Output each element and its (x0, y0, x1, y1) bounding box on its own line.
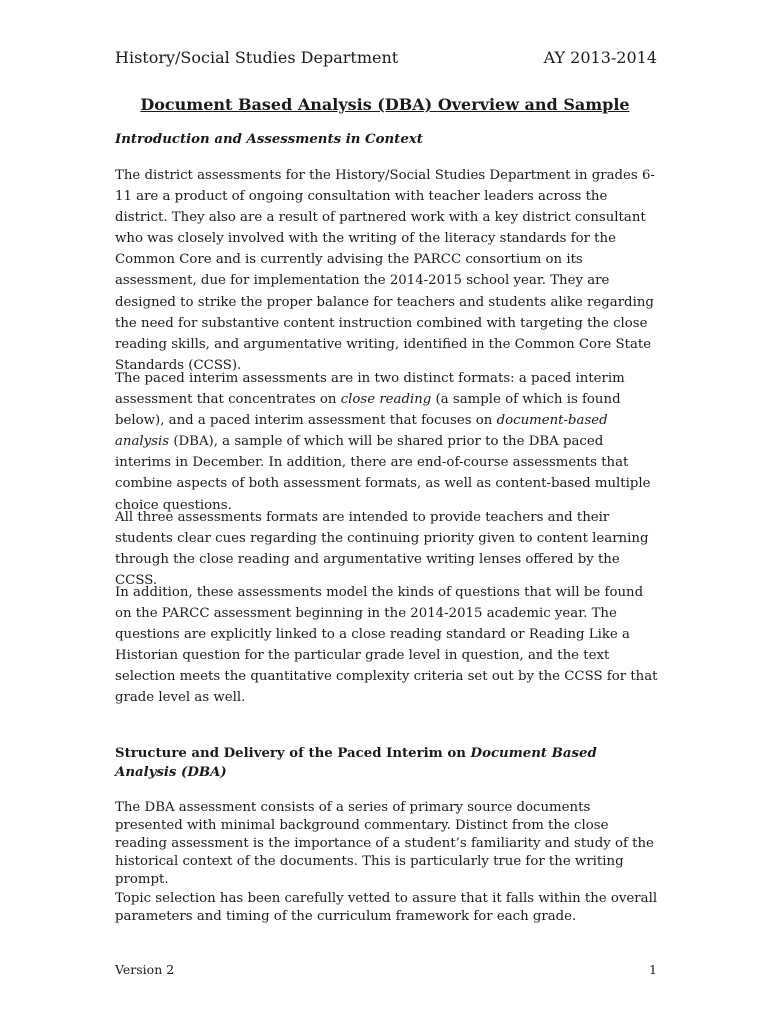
paragraph-paced-interim-formats (115, 368, 659, 516)
paragraph-text: (a sample of which is found below), and a paced interim assessment that focuses on (115, 392, 621, 429)
academic-year-label: AY 2013-2014 (543, 48, 657, 67)
structure-heading-prefix: Structure and Delivery of the Paced Interim on (115, 746, 471, 761)
paragraph-topic-selection: Topic selection has been carefully vetted to assure that it falls within the overall parameters and timing of the curriculum framework for each grade. (115, 891, 658, 924)
paragraph-parcc-model: In addition, these assessments model the kinds of questions that will be found on the PARCC assessment beginning in the 2014-2015 academic year. The questions are explicitly linked to a close reading standard or Reading Like a Historian question for the particular grade level in question, and the text selection meets the quantitative complexity criteria set out by the CCSS for that grade level as well. (115, 585, 658, 706)
page-footer (115, 962, 657, 977)
structure-heading (115, 744, 657, 782)
paragraph-assessment-formats: All three assessments formats are intended to provide teachers and their students clear cues regarding the continuing priority given to content learning through the close reading and argumentative writing lenses offered by the CCSS. (115, 510, 649, 589)
paragraph-text: (DBA), a sample of which will be shared prior to the DBA paced interims in December. In addition, there are end-of-course assessments that combine aspects of both assessment formats, as well as content-based multiple choice questions. (115, 434, 651, 513)
page-number: 1 (649, 962, 657, 977)
paragraph-district-assessments: The district assessments for the History/Social Studies Department in grades 6-11 are a product of ongoing consultation with teacher leaders across the district. They also are a result of partnered work with a key district consultant who was closely involved with the writing of the literacy standards for the Common Core and is currently advising the PARCC consortium on its assessment, due for implementation the 2014-2015 school year. They are designed to strike the proper balance for teachers and students alike regarding the need for substantive content instruction combined with targeting the close reading skills, and argumentative writing, identified in the Common Core State Standards (CCSS). (115, 168, 655, 373)
department-label: History/Social Studies Department (115, 48, 399, 67)
version-label: Version 2 (115, 962, 175, 977)
paragraph-text: The paced interim assessments are in two distinct formats: a paced interim assessment that concentrates on (115, 371, 625, 408)
paragraph-dba-structure: The DBA assessment consists of a series of primary source documents presented with minimal background commentary. Distinct from the close reading assessment is the importance of a student’s familiarity and study of the historical context of the documents. This is particularly true for the writing prompt. (115, 800, 654, 887)
intro-heading: Introduction and Assessments in Context (115, 132, 423, 147)
emphasis-close-reading: close reading (340, 392, 432, 408)
structure-heading-emphasis: Document Based Analysis (DBA) (115, 746, 597, 780)
document-title: Document Based Analysis (DBA) Overview and Sample (140, 95, 630, 114)
emphasis-document-based-analysis: document-based analysis (115, 413, 608, 450)
page-header (115, 48, 657, 67)
